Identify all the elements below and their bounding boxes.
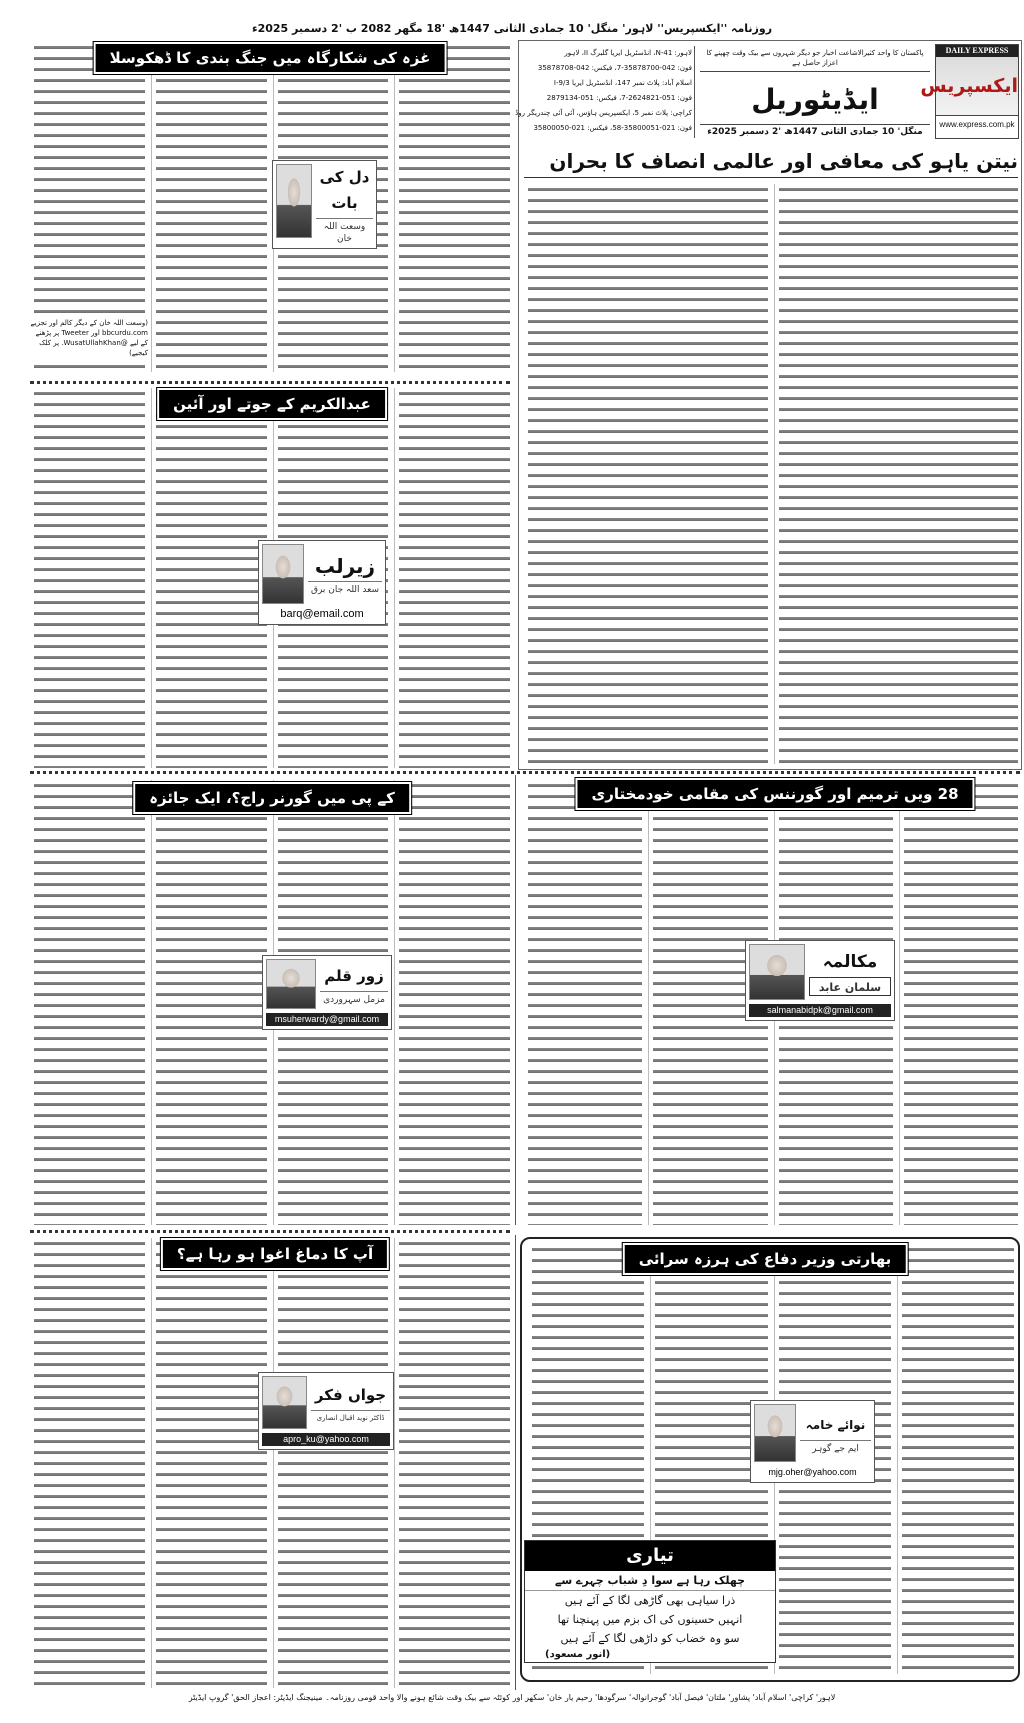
author-photo: [266, 959, 316, 1009]
column-author: سلمان عابد: [809, 977, 891, 996]
poem-line: چھلک رہا ہے سوا دِ شباب چہرے سے: [525, 1571, 775, 1591]
article-headline: آپ کا دماغ اغوا ہو رہا ہے؟: [161, 1238, 389, 1270]
text-column: [151, 780, 267, 1225]
column-author: مزمل سہروردی: [320, 991, 388, 1006]
date-line: روزنامہ ''ایکسپریس'' لاہور' منگل' 10 جمادی الثانی 1447ھ '18 مگھر 2082 ب '2 دسمبر 2025ء: [251, 22, 773, 35]
column-box-jawan-fikr: [258, 1372, 394, 1450]
column-title: دل کی بات: [319, 168, 370, 212]
article-headline: بھارتی وزیر دفاع کی ہرزہ سرائی: [623, 1243, 908, 1275]
divider: [515, 1235, 516, 1690]
divider: [694, 46, 695, 138]
text-column: [524, 184, 768, 764]
logo-text: ایکسپریس: [936, 57, 1018, 115]
author-photo: [262, 544, 304, 604]
logo-url: www.express.com.pk: [936, 115, 1018, 134]
article-footnote: (وسعت اللہ خان کے دیگر کالم اور تجزیے bbcurdu.com اور Tweeter پر پڑھنے کے لیے @WusatUllahKhan. پر کلک کیجیے): [30, 319, 148, 357]
author-email: salmanabidpk@gmail.com: [749, 1004, 891, 1017]
poem-box: [524, 1540, 776, 1663]
text-column: [524, 780, 642, 1225]
text-column: [30, 780, 145, 1225]
column-author: ایم جے گوہر: [800, 1440, 871, 1455]
column-author: وسعت اللہ خان: [316, 218, 373, 245]
column-box-dil-ki-baat: [272, 160, 377, 249]
divider: [30, 771, 1020, 774]
masthead-logo: [920, 44, 1019, 139]
text-column: [897, 1244, 1014, 1674]
divider: [515, 775, 516, 1225]
address-line: فون: 021-35800051-58، فیکس: 021-35800050: [533, 124, 692, 132]
article-brain-body: [30, 1238, 510, 1688]
text-column: [273, 1238, 389, 1688]
column-title: زیرلب: [314, 553, 376, 578]
author-photo: [754, 1404, 796, 1462]
editorial-body: [524, 184, 1018, 764]
author-email: mjg.oher@yahoo.com: [754, 1466, 871, 1479]
poem-line: سو وہ خضاب کو داڑھی لگا کے آئے ہیں: [560, 1632, 740, 1645]
text-column: [394, 388, 510, 768]
column-author: سعد اللہ جان برق: [308, 581, 382, 596]
address-line: کراچی: پلاٹ نمبر 5، ایکسپریس ہاؤس، آئی آئی چندریگر روڈ: [515, 109, 692, 117]
text-column: [30, 388, 145, 768]
text-column: [774, 184, 1019, 764]
editorial-headline: نیتن یاہو کی معافی اور عالمی انصاف کا بحران: [524, 145, 1018, 178]
column-box-mukalma: [745, 940, 895, 1021]
address-list: [515, 46, 692, 136]
poem-line: انہیں حسینوں کی اک بزم میں پہنچنا تھا: [557, 1613, 743, 1626]
text-column: [151, 42, 267, 372]
text-column: [394, 780, 510, 1225]
divider: [30, 1230, 510, 1233]
column-title: زور قلم: [324, 966, 384, 985]
editorial-date: منگل' 10 جمادی الثانی 1447ھ '2 دسمبر 2025ء: [700, 124, 930, 137]
address-line: اسلام آباد: پلاٹ نمبر 147، انڈسٹریل ایریا I-9/3: [553, 79, 692, 87]
text-column: [394, 1238, 510, 1688]
article-headline: عبدالکریم کے جوتے اور آئین: [157, 388, 387, 420]
text-column: [394, 42, 510, 372]
text-column: [151, 1238, 267, 1688]
column-box-nawa-e-khama: [750, 1400, 875, 1483]
author-photo: [262, 1376, 307, 1429]
masthead-tagline: پاکستان کا واحد کثیرالاشاعت اخبار جو دیگر شہروں سے بیک وقت چھپنے کا اعزاز حاصل ہے: [700, 48, 930, 72]
text-column: [899, 780, 1018, 1225]
article-headline: کے پی میں گورنر راج؟، ایک جائزہ: [133, 782, 411, 814]
author-email: msuherwardy@gmail.com: [266, 1013, 388, 1026]
poem-title: تیاری: [525, 1541, 775, 1571]
author-email: barq@email.com: [262, 608, 382, 621]
address-line: فون: 042-35878700-7، فیکس: 042-35878708: [537, 64, 692, 72]
text-column: [151, 388, 267, 768]
divider: [30, 381, 510, 384]
article-headline: 28 ویں ترمیم اور گورننس کی مقامی خودمختاری: [575, 778, 974, 810]
article-headline: غزہ کی شکارگاہ میں جنگ بندی کا ڈھکوسلا: [94, 42, 447, 74]
poem-line: ذرا سیاہی بھی گاڑھی لگا کے آئے ہیں: [564, 1594, 736, 1607]
column-box-zer-e-lab: [258, 540, 386, 625]
column-title: نوائے خامہ: [805, 1417, 866, 1432]
column-author: ڈاکٹر نوید اقبال انصاری: [311, 1410, 390, 1423]
footer-line: لاہور' کراچی' اسلام آباد' پشاور' ملتان' فیصل آباد' گوجرانوالہ' سرگودھا' رحیم یار خان' سکھر اور کوئٹہ سے بیک وقت شائع ہونے والا واحد قومی روزنامہ۔ مینیجنگ ایڈیٹر: اعجاز الحق' گروپ ایڈیٹر: [188, 1693, 836, 1702]
author-email: apro_ku@yahoo.com: [262, 1433, 390, 1446]
author-photo: [276, 164, 312, 238]
column-title: مکالمہ: [822, 951, 878, 972]
author-photo: [749, 944, 805, 1000]
editorial-title: ایڈیٹوریل: [751, 83, 879, 116]
text-column: [30, 1238, 145, 1688]
address-line: لاہور: 41-N، انڈسٹریل ایریا گلبرگ II، لاہور: [564, 49, 692, 57]
column-title: جواں فکر: [314, 1386, 387, 1404]
poem-poet: (انور مسعود): [545, 1649, 611, 1660]
column-box-zor-e-qalam: [262, 955, 392, 1030]
logo-banner: DAILY EXPRESS: [936, 45, 1018, 57]
address-line: فون: 051-2624821-7، فیکس: 051-2879134: [546, 94, 692, 102]
